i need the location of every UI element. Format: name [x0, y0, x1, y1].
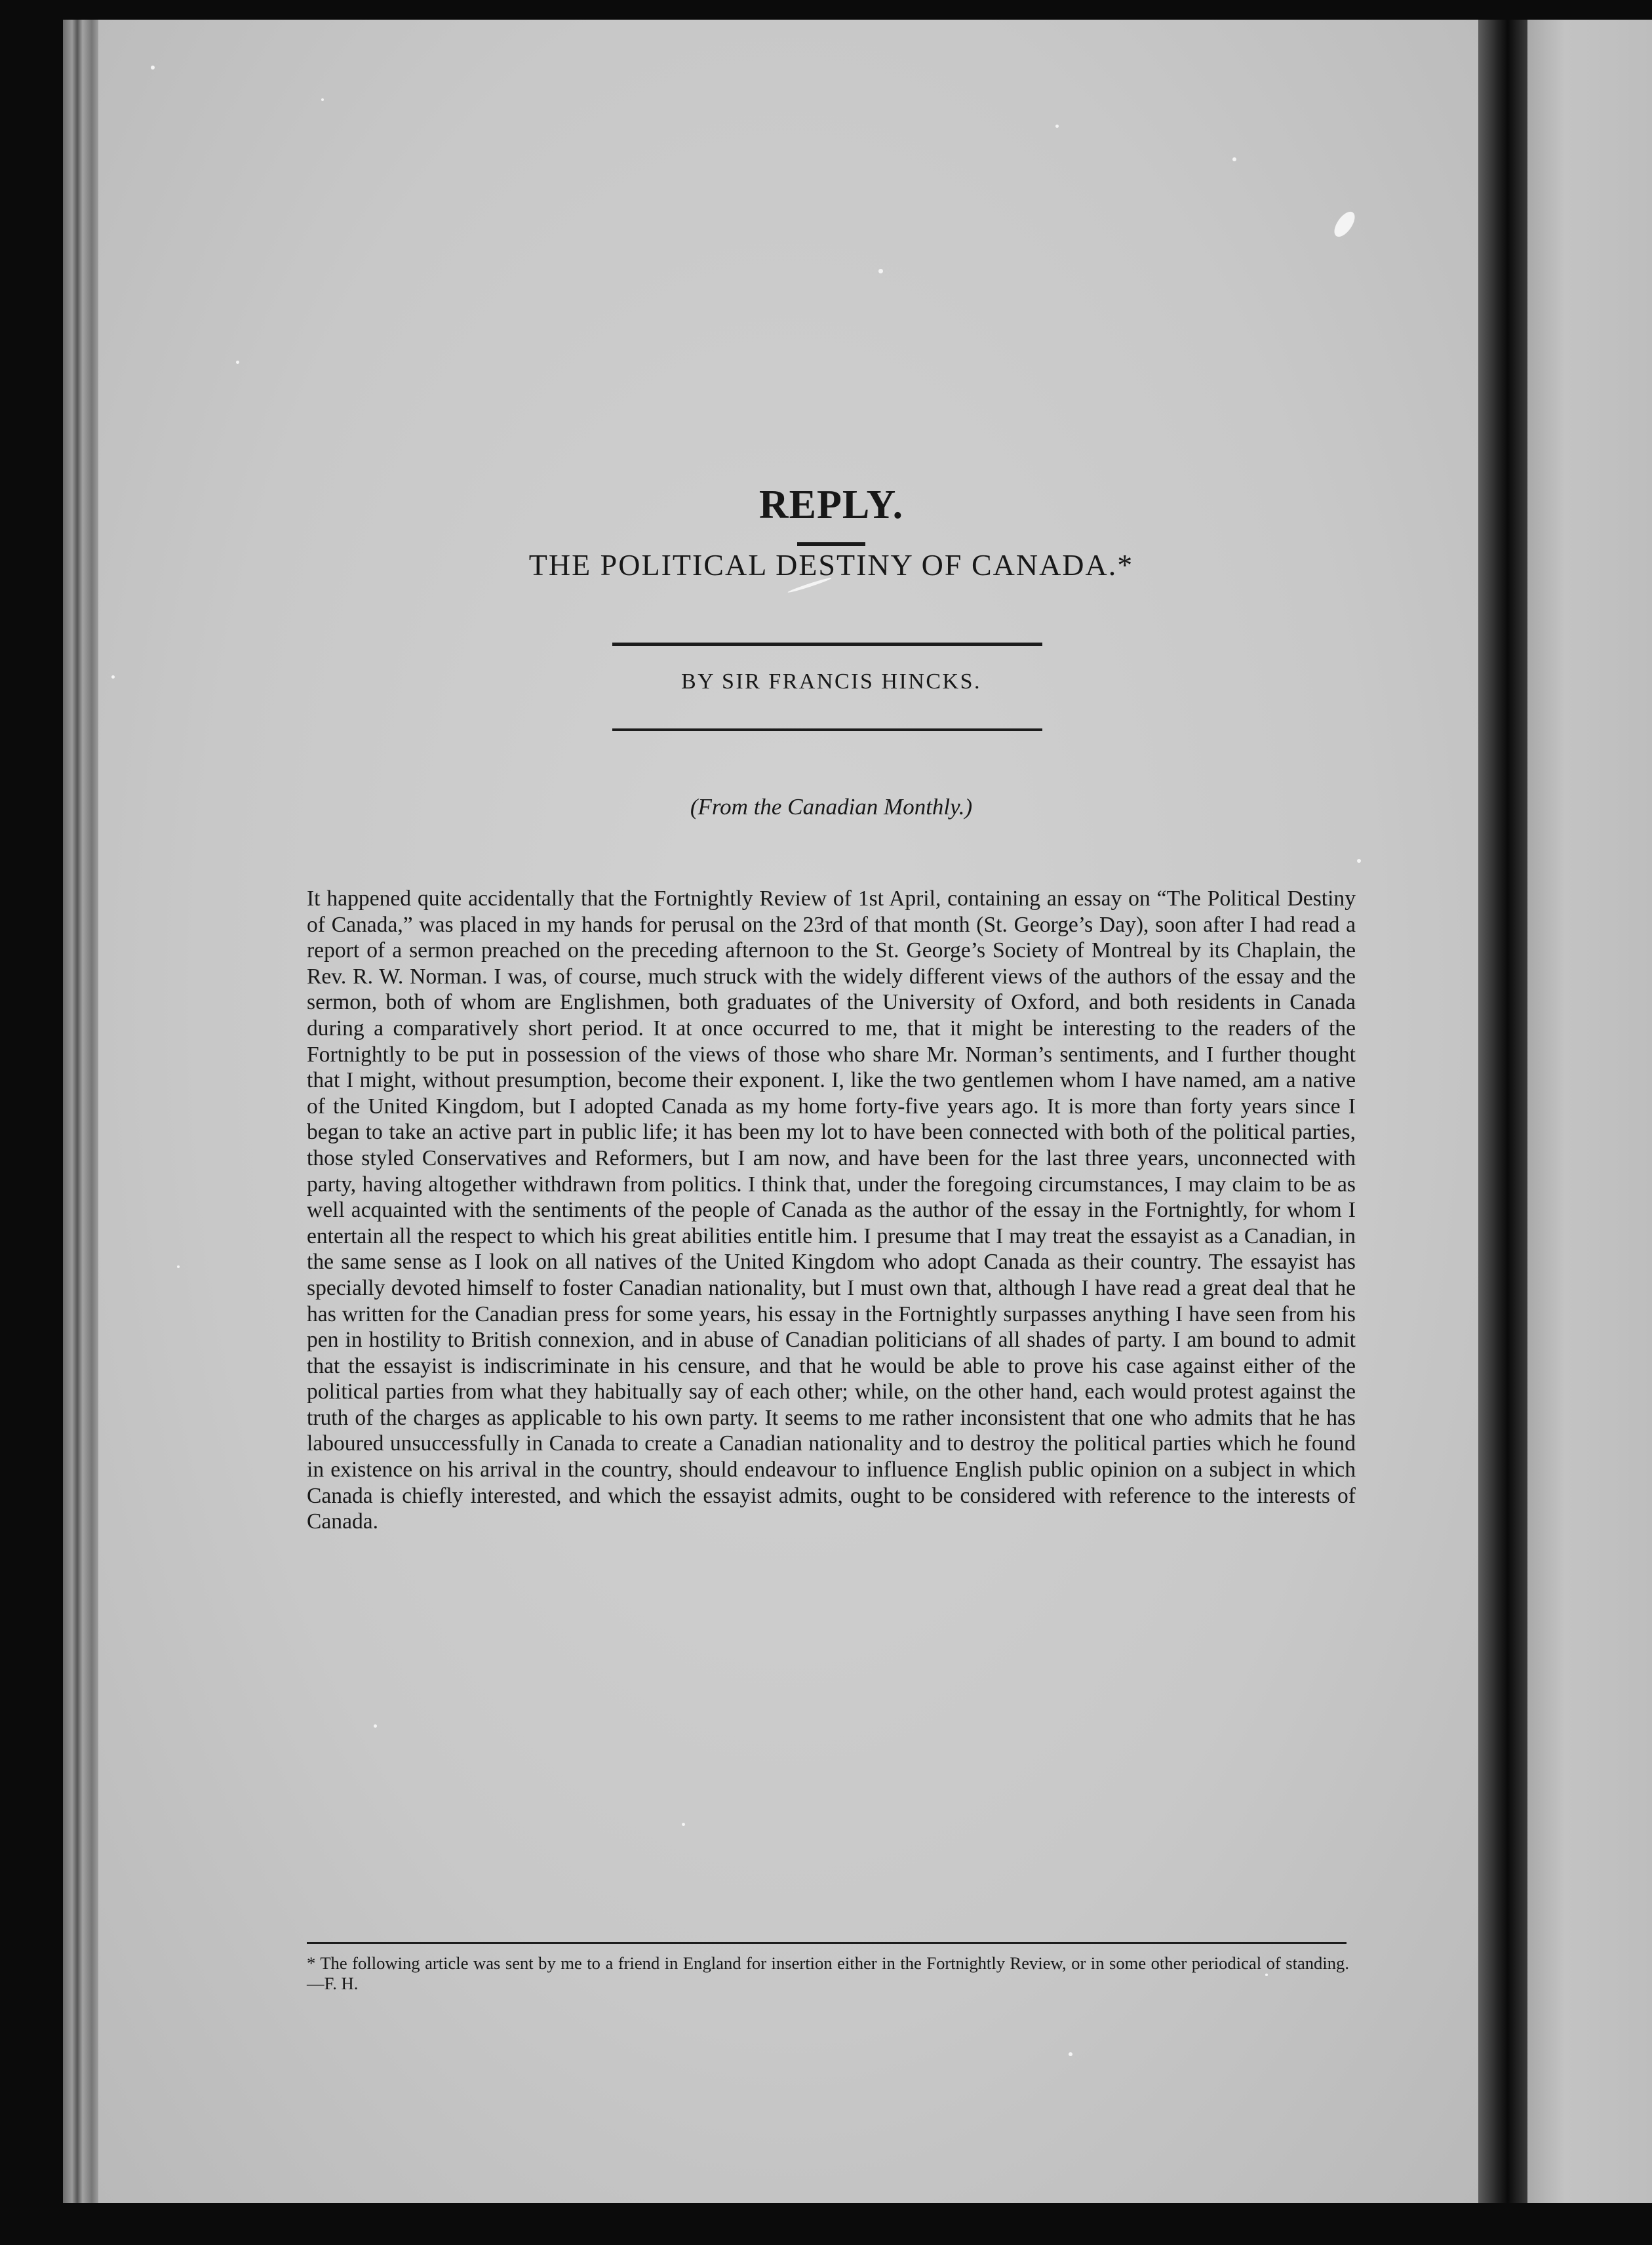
- binding-edge: [63, 20, 102, 2203]
- page-gutter: [1478, 20, 1527, 2203]
- adjacent-page-edge: [1527, 20, 1652, 2203]
- title-rule: [797, 542, 865, 546]
- dust-speck: [878, 269, 883, 273]
- dust-speck: [1055, 125, 1059, 128]
- byline-rule-bottom: [612, 728, 1042, 731]
- dust-speck: [1232, 157, 1236, 161]
- dust-speck: [374, 1724, 377, 1728]
- article-title: REPLY.: [758, 483, 904, 527]
- dust-speck: [1357, 859, 1361, 863]
- footnote: * The following article was sent by me to a friend in England for insertion either in the Fortnightly Review, or in some other periodical of standing.—F. H.: [307, 1953, 1349, 1993]
- dust-speck: [321, 98, 324, 101]
- dust-speck: [1069, 2052, 1072, 2056]
- byline-rule-top: [612, 643, 1042, 646]
- dust-speck: [151, 66, 155, 70]
- byline: BY SIR FRANCIS HINCKS.: [680, 669, 982, 694]
- dust-speck: [682, 1823, 685, 1826]
- dust-speck: [236, 361, 239, 364]
- dust-speck: [1330, 209, 1358, 241]
- source-note: (From the Canadian Monthly.): [690, 794, 973, 820]
- dust-speck: [111, 675, 115, 679]
- dust-speck: [177, 1265, 180, 1268]
- footnote-rule: [307, 1942, 1347, 1944]
- body-paragraph: It happened quite accidentally that the Fortnightly Review of 1st April, containing an essay on “The Political Destiny of Canada,” was placed in my hands for perusal on the 23rd of that month (St. George’s Day), soon after I had read a report of a sermon preached on the preceding afternoon to the St. George’s Society of Montreal by its Chaplain, the Rev. R. W. Norman. I was, of course, much struck with the widely different views of the authors of the essay and the sermon, both of whom are Englishmen, both graduates of the University of Oxford, and both residents in Canada during a comparatively short period. It at once occurred to me, that it might be interesting to the readers of the Fortnightly to be put in possession of the views of those who share Mr. Norman’s sentiments, and I further thought that I might, without presumption, become their exponent. I, like the two gentlemen whom I have named, am a native of the United Kingdom, but I adopted Canada as my home forty-five years ago. It is more than forty years since I began to take an active part in public life; it has been my lot to have been connected with both of the political parties, those styled Conservatives and Reformers, but I am now, and have been for the last three years, unconnected with party, having altogether withdrawn from politics. I think that, under the foregoing circumstances, I may claim to be as well acquainted with the sentiments of the people of Canada as the author of the essay in the Fortnightly, for whom I entertain all the respect to which his great abilities entitle him. I presume that I may treat the essayist as a Canadian, in the same sense as I look on all natives of the United Kingdom who adopt Canada as their country. The essayist has specially devoted himself to foster Canadian nationality, but I must own that, although I have read a great deal that he has written for the Canadian press for some years, his essay in the Fortnightly surpasses anything I have seen from his pen in hostility to British connexion, and in abuse of Canadian politicians of all shades of party. I am bound to admit that the essayist is indiscriminate in his censure, and that he would be able to prove his case against either of the political parties from what they habitually say of each other; while, on the other hand, each would protest against the truth of the charges as applicable to his own party. It seems to me rather inconsistent that one who admits that he has laboured unsuccessfully in Canada to create a Canadian nationality and to destroy the political parties which he found in existence on his arrival in the country, should endeavour to influence English public opinion on a subject in which Canada is chiefly interested, and which the essayist admits, ought to be considered with reference to the interests of Canada.: [307, 886, 1356, 1534]
- article-subtitle: THE POLITICAL DESTINY OF CANADA.*: [528, 548, 1134, 582]
